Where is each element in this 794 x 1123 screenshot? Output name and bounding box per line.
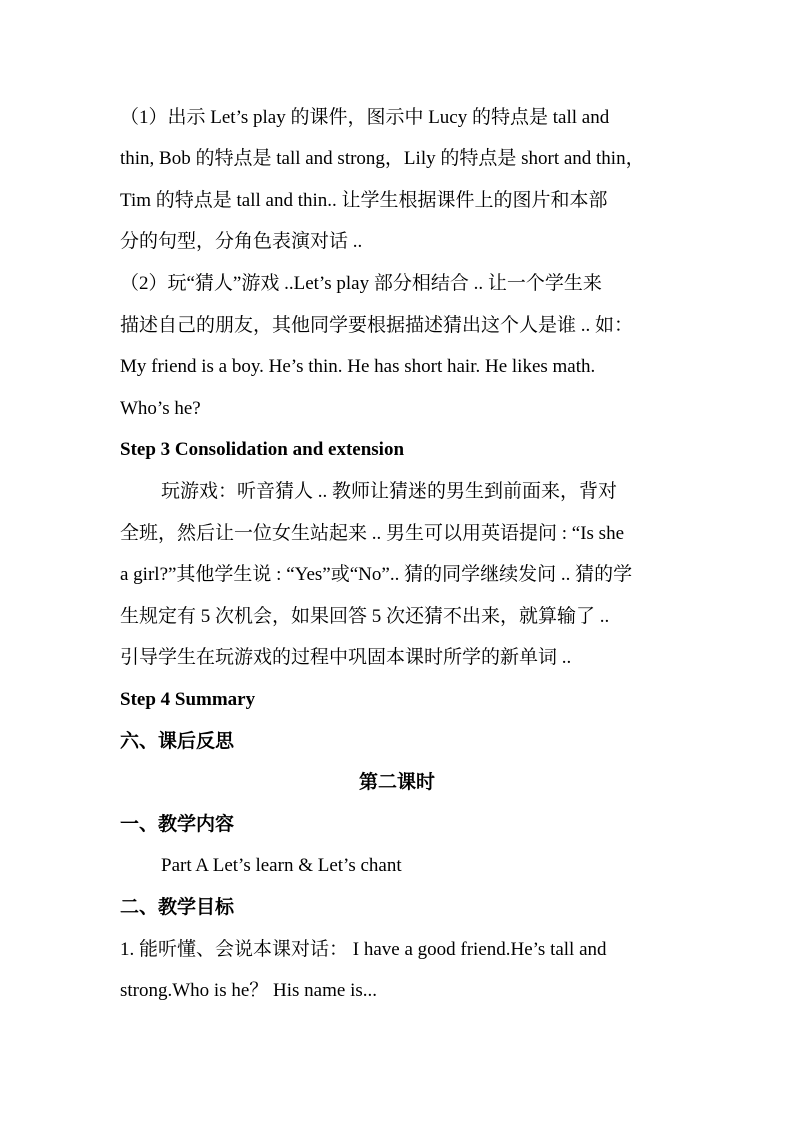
paragraph-line-10: 全班，然后让一位女生站起来 .. 男生可以用英语提问 : “Is she: [120, 523, 625, 544]
paragraph-line-12: 生规定有 5 次机会，如果回答 5 次还猜不出来，就算输了 ..: [120, 606, 610, 627]
paragraph-line-9: 玩游戏：听音猜人 .. 教师让猜迷的男生到前面来，背对: [161, 481, 618, 502]
paragraph-line-13: 引导学生在玩游戏的过程中巩固本课时所学的新单词 ..: [120, 647, 572, 668]
paragraph-line-5: （2）玩“猜人”游戏 ..Let’s play 部分相结合 .. 让一个学生来: [120, 273, 602, 294]
paragraph-line-4: 分的句型，分角色表演对话 ..: [120, 231, 363, 252]
section-heading-content: 一、教学内容: [120, 814, 235, 835]
objective-line-2: strong.Who is he？ His name is...: [120, 980, 378, 1001]
paragraph-line-2: thin, Bob 的特点是 tall and strong，Lily 的特点是 short and thin，: [120, 148, 645, 169]
paragraph-line-7: My friend is a boy. He’s thin. He has short hair. He likes math.: [120, 356, 596, 377]
section-heading-step3: Step 3 Consolidation and extension: [120, 439, 405, 460]
objective-line-1: 1. 能听懂、会说本课对话： I have a good friend.He’s tall and: [120, 939, 607, 960]
paragraph-line-8: Who’s he?: [120, 398, 201, 419]
paragraph-line-1: （1）出示 Let’s play 的课件，图示中 Lucy 的特点是 tall and: [120, 107, 610, 128]
section-heading-objectives: 二、教学目标: [120, 897, 235, 918]
paragraph-line-6: 描述自己的朋友，其他同学要根据描述猜出这个人是谁 .. 如：: [120, 315, 634, 336]
paragraph-line-3: Tim 的特点是 tall and thin.. 让学生根据课件上的图片和本部: [120, 190, 608, 211]
section-heading-reflection: 六、课后反思: [120, 731, 235, 752]
section-heading-step4: Step 4 Summary: [120, 689, 256, 710]
lesson-title: 第二课时: [358, 772, 435, 793]
content-item: Part A Let’s learn & Let’s chant: [161, 855, 402, 876]
paragraph-line-11: a girl?”其他学生说 : “Yes”或“No”.. 猜的同学继续发问 .. 猜的学: [120, 564, 633, 585]
